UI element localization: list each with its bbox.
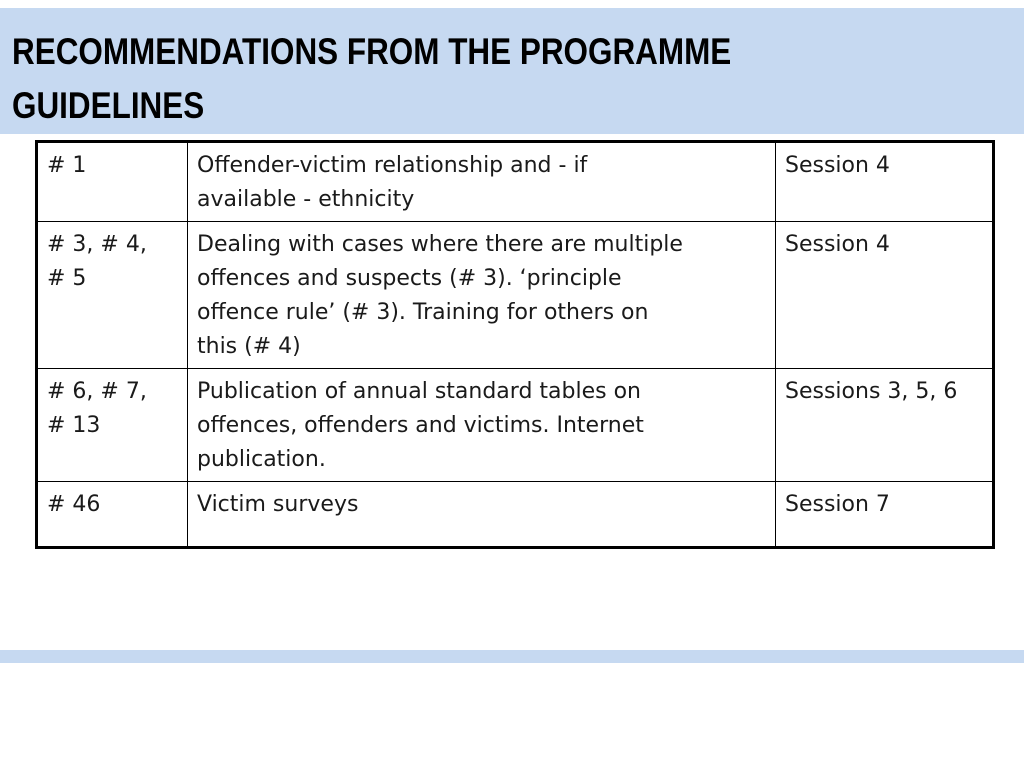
recommendations-table — [35, 140, 995, 549]
table-row — [37, 142, 994, 222]
description-text: Publication of annual standard tables on — [197, 379, 641, 404]
session-cell — [776, 142, 994, 222]
description-text: offence rule’ (# 3). Training for others on — [197, 300, 649, 325]
session-cell — [776, 369, 994, 482]
table-row — [37, 482, 994, 548]
session-text: Session 4 — [785, 232, 890, 257]
page-title — [12, 25, 862, 133]
description-cell — [188, 142, 776, 222]
ref-cell — [37, 222, 188, 369]
session-text: Session 4 — [785, 153, 890, 178]
description-cell — [188, 222, 776, 369]
description-text: offences, offenders and victims. Internet — [197, 413, 644, 438]
session-text: Sessions 3, 5, 6 — [785, 379, 958, 404]
description-cell — [188, 369, 776, 482]
ref-text: # 13 — [47, 413, 101, 438]
title-line-2: GUIDELINES — [12, 85, 205, 126]
ref-cell — [37, 142, 188, 222]
description-text: this (# 4) — [197, 334, 301, 359]
table-row — [37, 369, 994, 482]
title-band — [0, 8, 1024, 134]
description-text: available - ethnicity — [197, 187, 415, 212]
ref-cell — [37, 482, 188, 548]
description-text: Victim surveys — [197, 492, 359, 517]
ref-text: # 3, # 4, — [47, 232, 147, 257]
description-text: offences and suspects (# 3). ‘principle — [197, 266, 622, 291]
bottom-divider-bar — [0, 650, 1024, 663]
table-row — [37, 222, 994, 369]
ref-cell — [37, 369, 188, 482]
description-cell — [188, 482, 776, 548]
description-text: Dealing with cases where there are multiple — [197, 232, 683, 257]
session-cell — [776, 482, 994, 548]
description-text: publication. — [197, 447, 326, 472]
recommendations-table-wrapper — [35, 140, 989, 549]
session-text: Session 7 — [785, 492, 890, 517]
ref-text: # 46 — [47, 492, 101, 517]
ref-text: # 6, # 7, — [47, 379, 147, 404]
session-cell — [776, 222, 994, 369]
ref-text: # 1 — [47, 153, 87, 178]
ref-text: # 5 — [47, 266, 87, 291]
title-line-1: RECOMMENDATIONS FROM THE PROGRAMME — [12, 31, 732, 72]
description-text: Offender-victim relationship and - if — [197, 153, 588, 178]
